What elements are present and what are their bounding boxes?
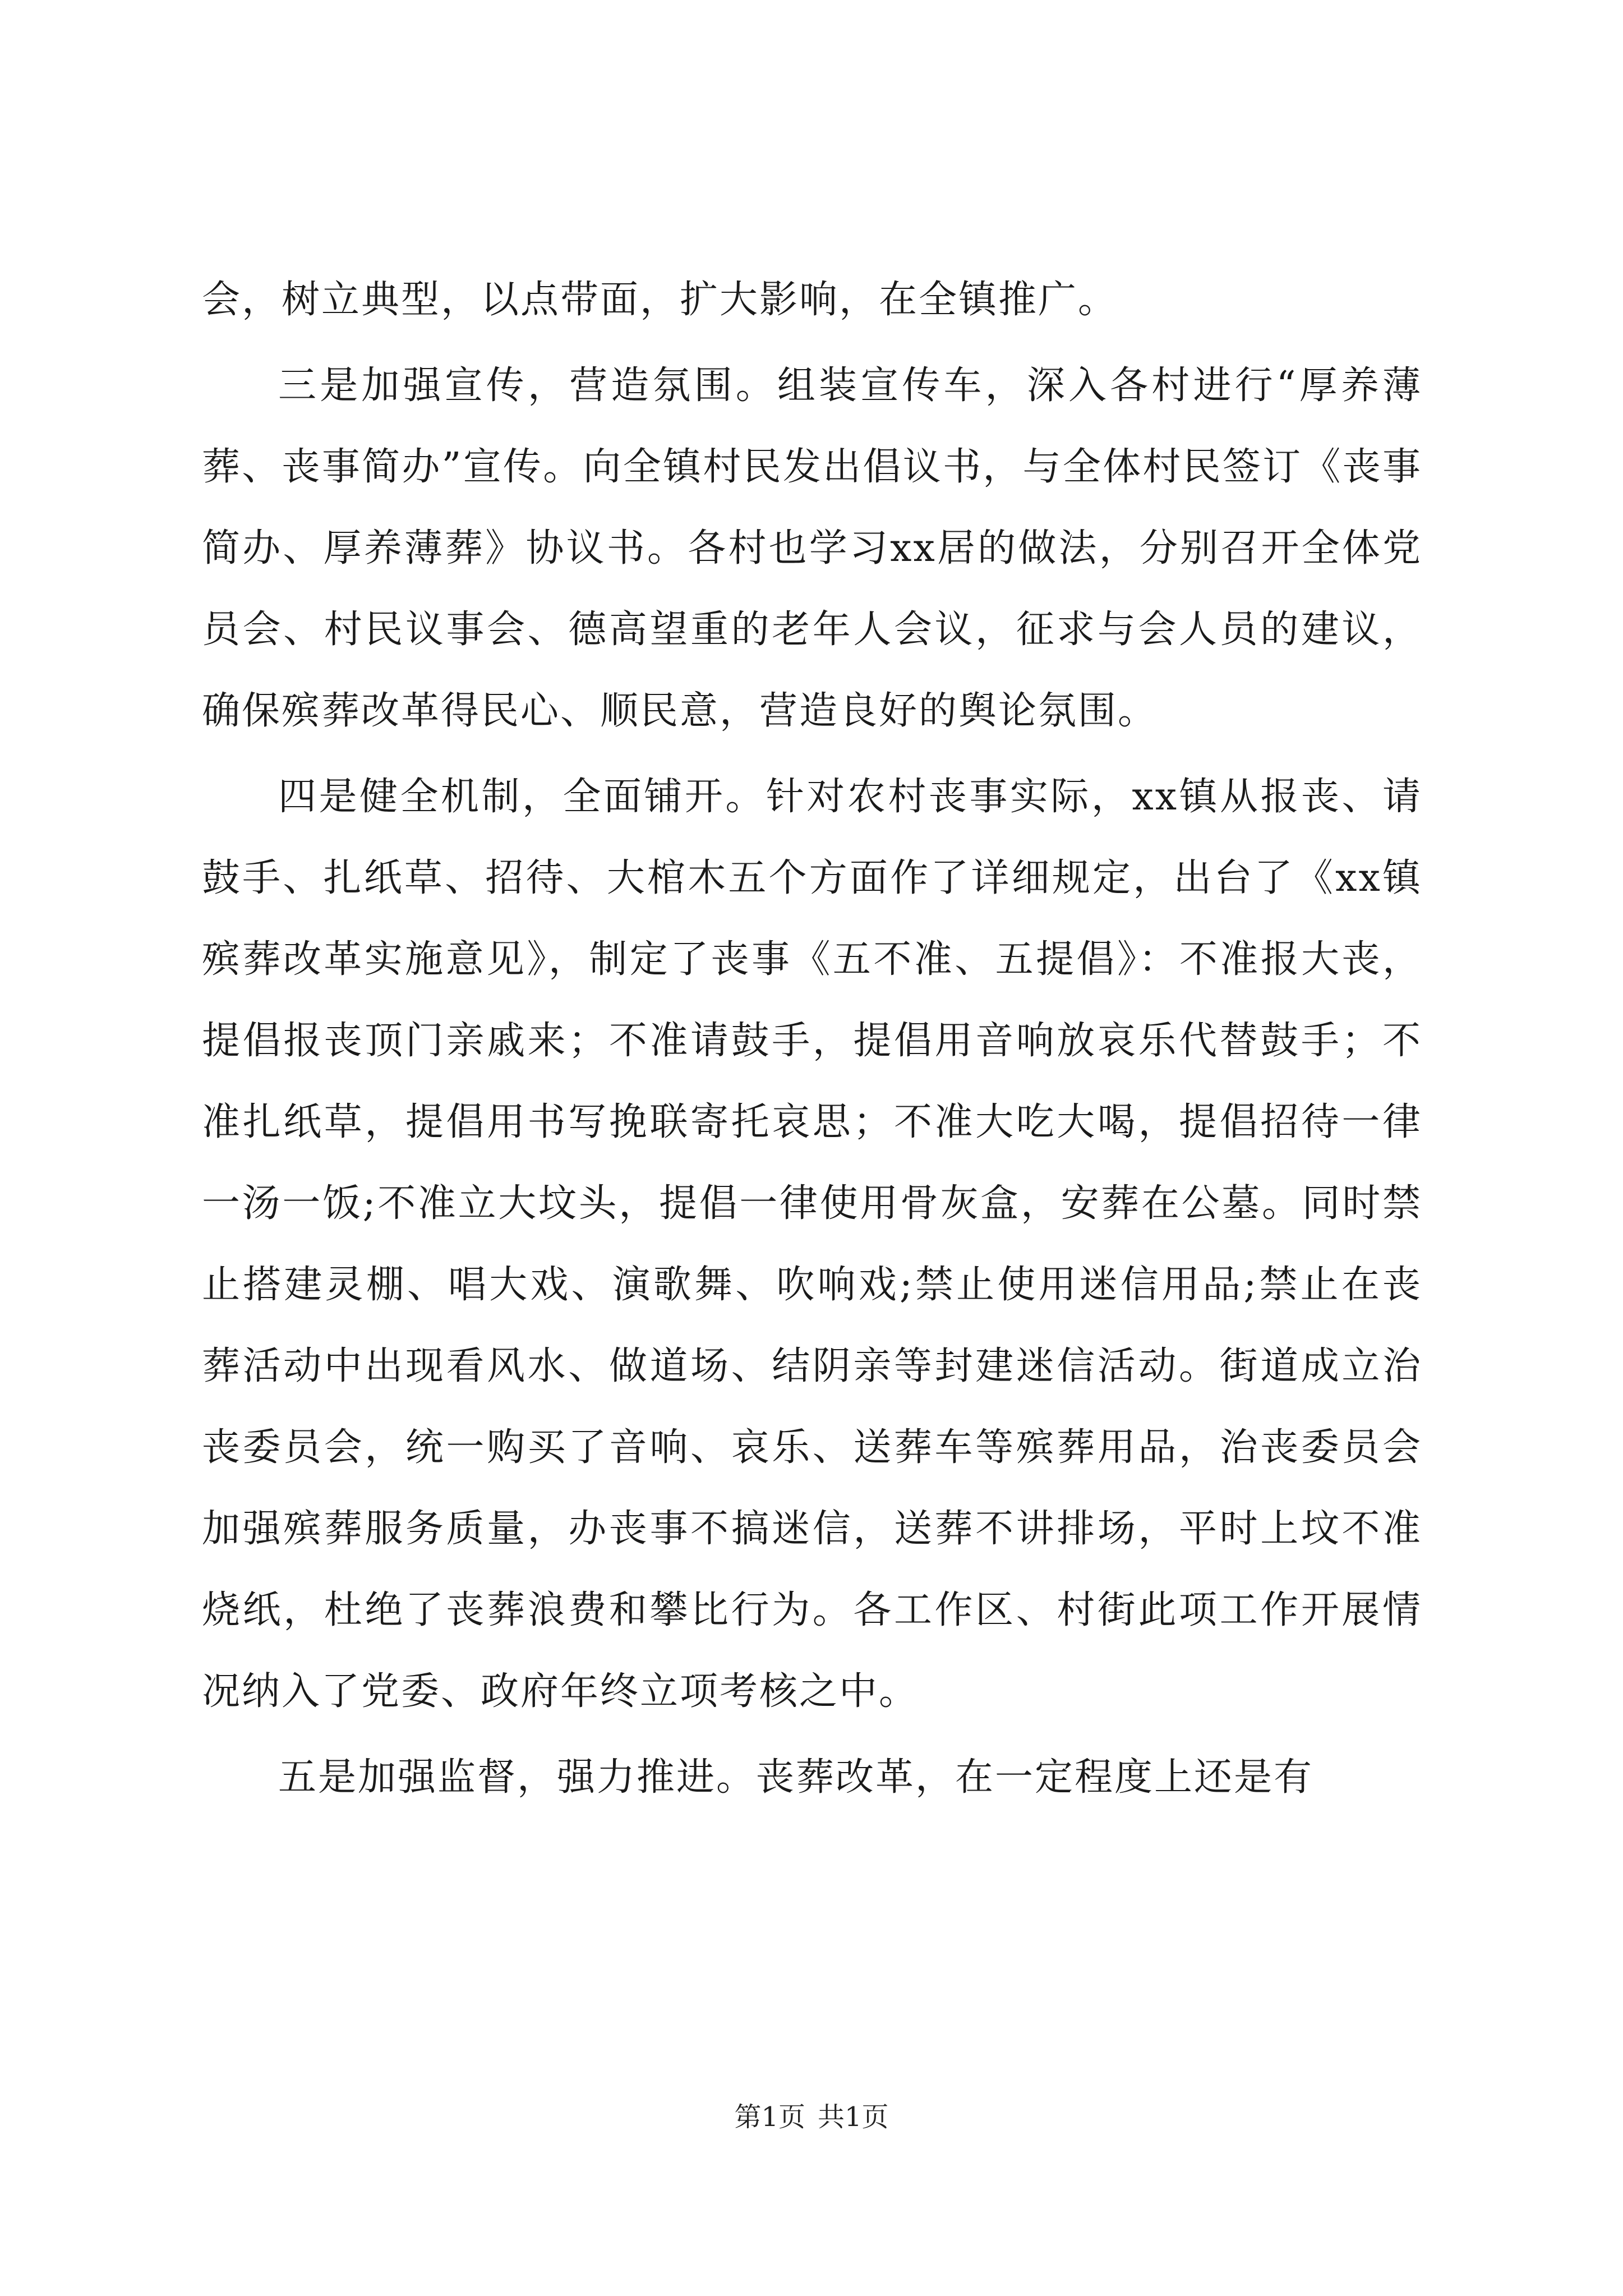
paragraph-continuation: 会，树立典型，以点带面，扩大影响，在全镇推广。 [202, 278, 1118, 322]
paragraph-mechanism: 四是健全机制，全面铺开。针对农村丧事实际，xx镇从报丧、请鼓手、扎纸草、招待、大棺木五个方面作了详细规定，出台了《xx镇殡葬改革实施意见》，制定了丧事《五不准、五提倡》：不准报大丧，提倡报丧顶门亲戚来；不准请鼓手，提倡用音响放哀乐代替鼓手；不准扎纸草，提倡用书写挽联寄托哀思；不准大吃大喝，提倡招待一律一汤一饭;不准立大坟头，提倡一律使用骨灰盒，安葬在公墓。同时禁止搭建灵棚、唱大戏、演歌舞、吹响戏;禁止使用迷信用品;禁止在丧葬活动中出现看风水、做道场、结阴亲等封建迷信活动。街道成立治丧委员会，统一购买了音响、哀乐、送葬车等殡葬用品，治丧委员会加强殡葬服务质量，办丧事不搞迷信，送葬不讲排场，平时上坟不准烧纸，杜绝了丧葬浪费和攀比行为。各工作区、村街此项工作开展情况纳入了党委、政府年终立项考核之中。 [202, 775, 1422, 1714]
page-total: 共1页 [818, 2101, 889, 2133]
page-footer [0, 2095, 1623, 2134]
paragraph-supervision: 五是加强监督，强力推进。丧葬改革，在一定程度上还是有 [278, 1755, 1314, 1800]
page-number: 第1页 [734, 2101, 805, 2133]
document-body [202, 259, 1422, 1818]
paragraph-publicity: 三是加强宣传，营造氛围。组装宣传车，深入各村进行“厚养薄葬、丧事简办”宣传。向全镇村民发出倡议书，与全体村民签订《丧事简办、厚养薄葬》协议书。各村也学习xx居的做法，分别召开全体党员会、村民议事会、德高望重的老年人会议，征求与会人员的建议，确保殡葬改革得民心、顺民意，营造良好的舆论氛围。 [202, 364, 1422, 733]
